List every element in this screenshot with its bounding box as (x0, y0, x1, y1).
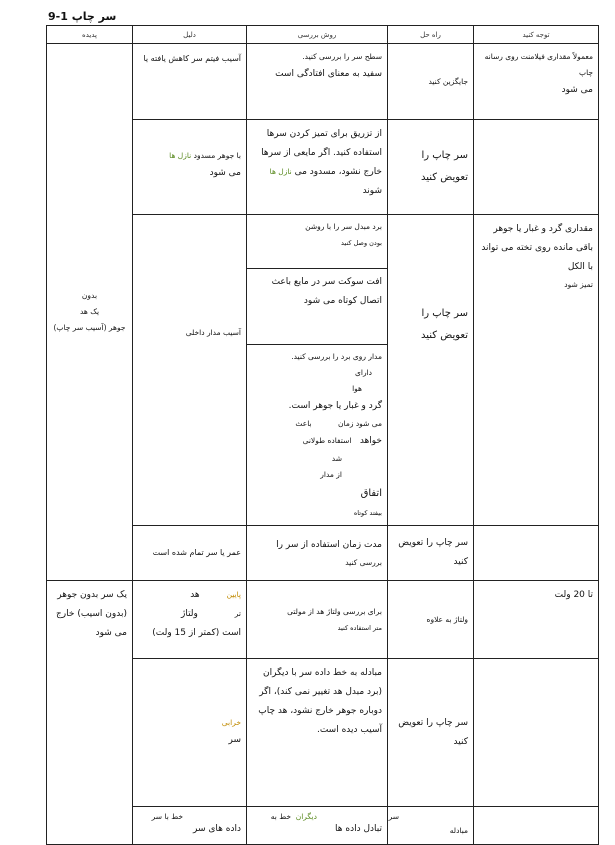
reason-cell: داده های سر (133, 807, 247, 845)
solution-cell: سر چاپ را تعویض کنید (388, 120, 474, 215)
cause-cell-1: بدون یک هد جوهر (آسیب سر چاپ) (47, 44, 133, 581)
troubleshooting-table (46, 25, 599, 845)
header-method: روش بررسی (247, 26, 388, 44)
method-cell: مدت زمان استفاده از سر را بررسی کنید (247, 526, 388, 581)
footer-text-d: سر (388, 812, 399, 821)
reason-cell: خرابی سر (133, 659, 247, 807)
header-row (47, 26, 599, 44)
solution-cell: ولتاژ به علاوه (388, 581, 474, 659)
footer-text-c: دیگران (295, 812, 317, 821)
cause-cell-2: یک سر بدون جوهر (بدون اسیب) خارج می شود (47, 581, 133, 845)
footer-text-b: خط به (270, 812, 291, 821)
header-note: توجه کنید (474, 26, 599, 44)
solution-cell: مبادله (388, 807, 474, 845)
reason-cell: آسیب فیتم سر کاهش یافته یا (133, 44, 247, 120)
header-solution: راه حل (388, 26, 474, 44)
solution-cell: سر چاپ را تعویض کنید (388, 526, 474, 581)
table-row (47, 581, 599, 659)
header-cause: پدیده (47, 26, 133, 44)
note-cell (474, 526, 599, 581)
method-cell: از تزریق برای تمیز کردن سرها استفاده کنید. اگر مایعی از سرها خارج نشود، مسدود می نازل ها شوند (247, 120, 388, 215)
method-cell: سطح سر را بررسی کنید. سفید به معنای افتادگی است (247, 44, 388, 120)
note-cell (474, 120, 599, 215)
note-cell: معمولاً مقداری فیلامنت روی رسانه چاپ می شود (474, 44, 599, 120)
section-title: 9-1 سر چاپ (48, 10, 117, 23)
table-row (47, 44, 599, 120)
footer-text-a: خط با سر (151, 812, 183, 821)
method-cell: تبادل داده ها (247, 807, 388, 845)
reason-cell: با جوهر مسدود نازل ها می شود (133, 120, 247, 215)
reason-cell: عمر یا سر تمام شده است (133, 526, 247, 581)
note-cell: تا 20 ولت (474, 581, 599, 659)
note-cell (474, 659, 599, 807)
solution-cell: سر چاپ را تعویض کنید (388, 659, 474, 807)
note-cell: مقداری گرد و غبار یا جوهر باقی مانده روی تخته می تواند با الکل تمیز شود (474, 215, 599, 526)
reason-cell: پایین هد تر ولتاژ است (کمتر از 15 ولت) (133, 581, 247, 659)
solution-cell: جایگزین کنید (388, 44, 474, 120)
header-reason: دلیل (133, 26, 247, 44)
reason-cell: آسیب مدار داخلی (133, 215, 247, 526)
solution-cell: سر چاپ را تعویض کنید (388, 215, 474, 526)
note-cell (474, 807, 599, 845)
method-cell: برد مبدل سر را با روشن بودن وصل کنید افت سوکت سر در مایع باعث اتصال کوتاه می شود مدار روی برد را بررسی کنید. دارای هوا گرد و غبار یا جوهر است. می شود زمان باعث خواهد استفاده طولانی شد از مدار اتفاق بیفتد کوتاه (247, 215, 388, 526)
method-cell: مبادله به خط داده سر با دیگران (برد مبدل هد تغییر نمی کند)، اگر دوباره جوهر خارج نشود، هد چاپ آسیب دیده است. (247, 659, 388, 807)
method-cell: برای بررسی ولتاژ هد از مولتی متر استفاده کنید (247, 581, 388, 659)
